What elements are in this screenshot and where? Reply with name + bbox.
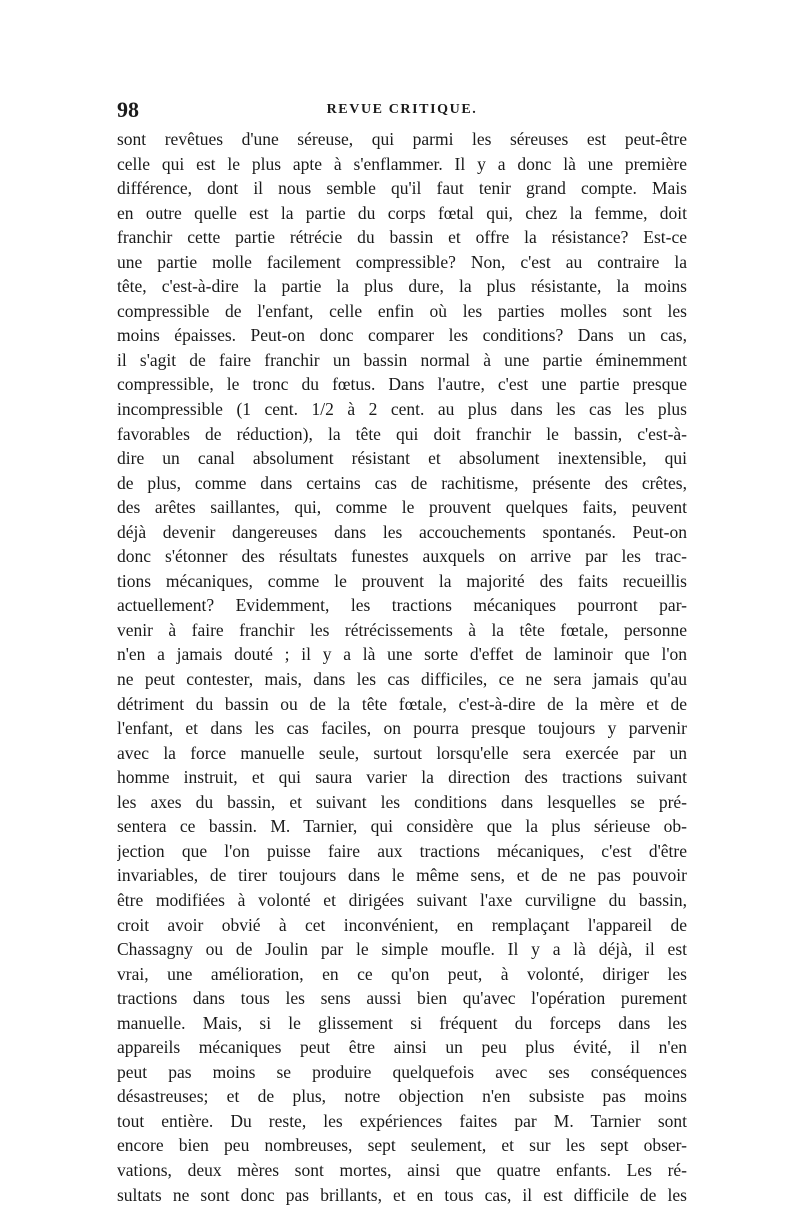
text-line: peut pas moins se produire quelquefois avec ses conséquences: [117, 1061, 687, 1082]
text-line: détriment du bassin ou de la tête fœtale, c'est-à-dire de la mère et de: [117, 693, 687, 714]
text-line: venir à faire franchir les rétrécissements à la tête fœtale, personne: [117, 619, 687, 640]
text-line: favorables de réduction), la tête qui doit franchir le bassin, c'est-à-: [117, 423, 687, 444]
text-line: encore bien peu nombreuses, sept seulement, et sur les sept obser-: [117, 1135, 687, 1156]
text-line: franchir cette partie rétrécie du bassin et offre la résistance? Est-ce: [117, 227, 687, 248]
body-text: [117, 127, 687, 1207]
text-line: actuellement? Evidemment, les tractions mécaniques pourront par-: [117, 595, 687, 616]
text-line: sultats ne sont donc pas brillants, et en tous cas, il est difficile de les: [117, 1184, 687, 1205]
text-line: tête, c'est-à-dire la partie la plus dure, la plus résistante, la moins: [117, 276, 687, 297]
journal-title: REVUE CRITIQUE.: [326, 102, 478, 117]
text-line: être modifiées à volonté et dirigées suivant l'axe curviligne du bassin,: [117, 889, 687, 910]
text-line: une partie molle facilement compressible? Non, c'est au contraire la: [117, 251, 687, 272]
text-line: celle qui est le plus apte à s'enflammer. Il y a donc là une première: [117, 153, 687, 174]
text-line: homme instruit, et qui saura varier la direction des tractions suivant: [117, 767, 687, 788]
text-line: avec la force manuelle seule, surtout lorsqu'elle sera exercée par un: [117, 742, 687, 763]
text-line: désastreuses; et de plus, notre objection n'en subsiste pas moins: [117, 1086, 687, 1107]
text-line: compressible de l'enfant, celle enfin où les parties molles sont les: [117, 300, 687, 321]
text-line: de plus, comme dans certains cas de rachitisme, présente des crêtes,: [117, 472, 687, 493]
text-line: n'en a jamais douté ; il y a là une sorte d'effet de laminoir que l'on: [117, 644, 687, 665]
text-line: moins épaisses. Peut-on donc comparer les conditions? Dans un cas,: [117, 325, 687, 346]
text-line: différence, dont il nous semble qu'il faut tenir grand compte. Mais: [117, 178, 687, 199]
text-line: croit avoir obvié à cet inconvénient, en remplaçant l'appareil de: [117, 914, 687, 935]
text-line: des arêtes saillantes, qui, comme le prouvent quelques faits, peuvent: [117, 497, 687, 518]
text-line: en outre quelle est la partie du corps fœtal qui, chez la femme, doit: [117, 202, 687, 223]
text-line: appareils mécaniques peut être ainsi un peu plus évité, il n'en: [117, 1037, 687, 1058]
text-line: manuelle. Mais, si le glissement si fréquent du forceps dans les: [117, 1012, 687, 1033]
text-line: jection que l'on puisse faire aux tractions mécaniques, c'est d'être: [117, 840, 687, 861]
text-line: incompressible (1 cent. 1/2 à 2 cent. au plus dans les cas les plus: [117, 399, 687, 420]
text-line: compressible, le tronc du fœtus. Dans l'autre, c'est une partie presque: [117, 374, 687, 395]
text-line: les axes du bassin, et suivant les conditions dans lesquelles se pré-: [117, 791, 687, 812]
text-line: invariables, de tirer toujours dans le même sens, et de ne pas pouvoir: [117, 865, 687, 886]
page-number: 98: [117, 97, 139, 122]
text-line: vations, deux mères sont mortes, ainsi que quatre enfants. Les ré-: [117, 1159, 687, 1180]
text-line: il s'agit de faire franchir un bassin normal à une partie éminemment: [117, 349, 687, 370]
text-line: dire un canal absolument résistant et absolument inextensible, qui: [117, 448, 687, 469]
text-line: vrai, une amélioration, en ce qu'on peut, à volonté, diriger les: [117, 963, 687, 984]
text-line: ne peut contester, mais, dans les cas difficiles, ce ne sera jamais qu'au: [117, 669, 687, 690]
text-line: tions mécaniques, comme le prouvent la majorité des faits recueillis: [117, 570, 687, 591]
text-line: sentera ce bassin. M. Tarnier, qui considère que la plus sérieuse ob-: [117, 816, 687, 837]
text-line: tractions dans tous les sens aussi bien qu'avec l'opération purement: [117, 988, 687, 1009]
text-line: l'enfant, et dans les cas faciles, on pourra presque toujours y parvenir: [117, 718, 687, 739]
text-line: déjà devenir dangereuses dans les accouchements spontanés. Peut-on: [117, 521, 687, 542]
running-head: [117, 96, 687, 124]
text-line: donc s'étonner des résultats funestes auxquels on arrive par les trac-: [117, 546, 687, 567]
text-line: Chassagny ou de Joulin par le simple moufle. Il y a là déjà, il est: [117, 939, 687, 960]
text-line: sont revêtues d'une séreuse, qui parmi les séreuses est peut-être: [117, 129, 687, 149]
text-line: tout entière. Du reste, les expériences faites par M. Tarnier sont: [117, 1110, 687, 1131]
